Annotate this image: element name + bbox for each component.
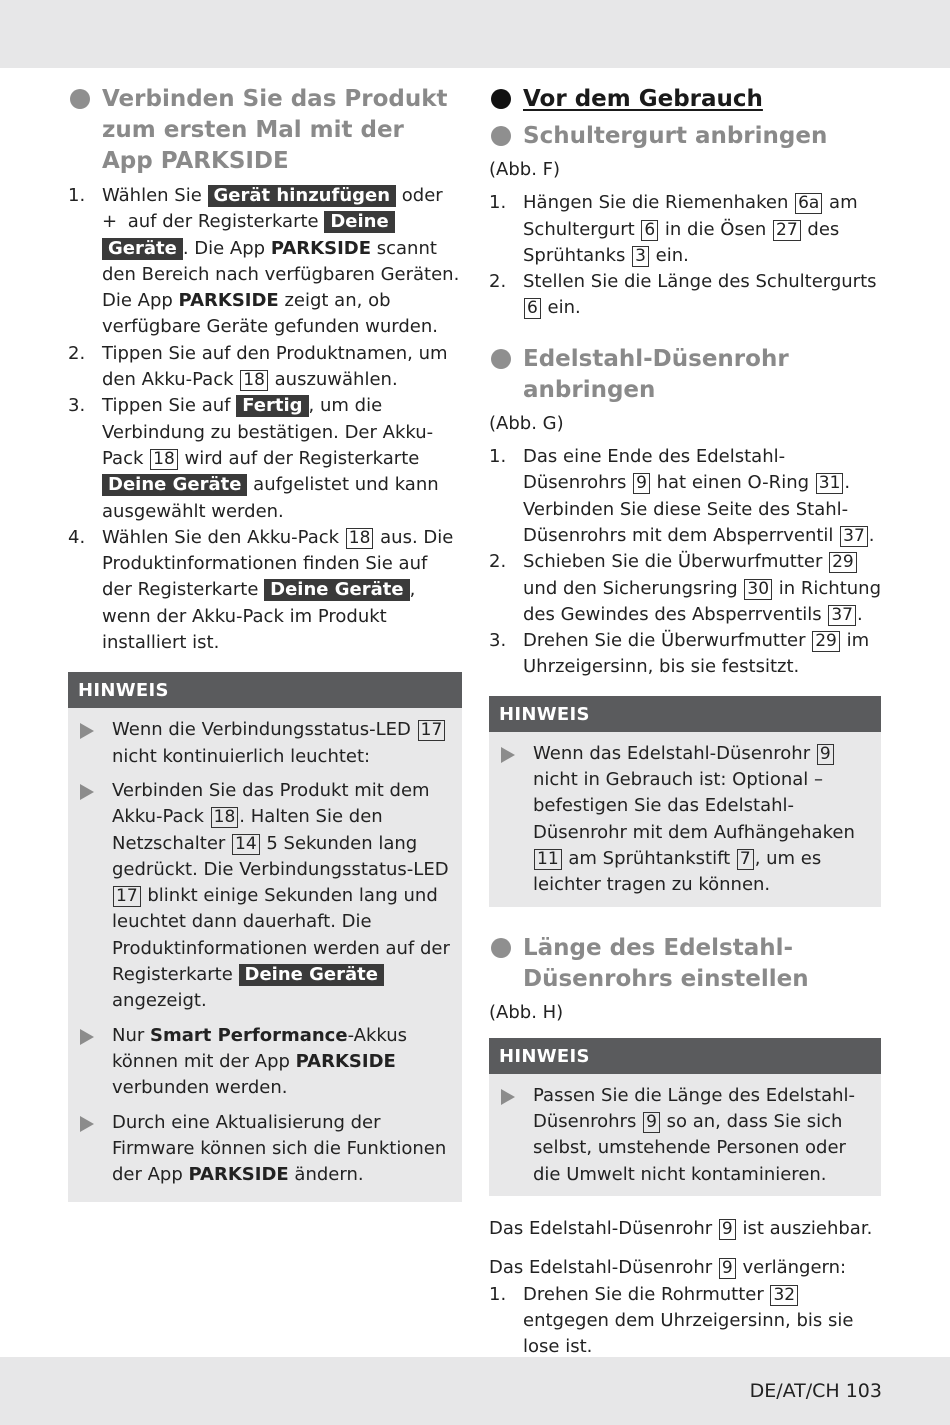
part-ref: 6a [795,193,822,214]
connect-steps-list [68,183,462,656]
figure-reference: (Abb. H) [489,1001,564,1023]
note-item: Wenn das Edelstahl-Düsenrohr 9 nicht in Gebrauch ist: Optional – befestigen Sie das Edelstahl-Düsenrohr mit dem Aufhängehaken 11 am Sprühtankstift 7 , um es leichter tragen zu können. [489,741,881,899]
list-item: 2. Tippen Sie auf den Produktnamen, um den Akku-Pack 18 auszuwählen. [68,342,448,391]
note-title: HINWEIS [489,696,881,732]
ui-label-tag: Deine Geräte [239,964,384,986]
header-band [0,0,950,68]
part-ref: 9 [633,473,650,494]
part-ref: 31 [816,473,844,494]
note-title: HINWEIS [489,1038,881,1074]
triangle-bullet-icon [501,747,515,763]
figure-reference: (Abb. G) [489,412,564,434]
note-item: Nur Smart Performance-Akkus können mit der App PARKSIDE verbunden werden. [68,1023,462,1102]
part-ref: 3 [632,246,649,267]
ui-label-tag: Fertig [236,395,308,417]
list-item: 2. Stellen Sie die Länge des Schultergurts 6 ein. [489,271,877,319]
part-ref: 18 [211,807,239,828]
list-item: 4. Wählen Sie den Akku-Pack 18 aus. Die Produktinformationen finden Sie auf der Registerkarte Deine Geräte , wenn der Akku-Pack im Produkt installiert ist. [68,526,454,654]
part-ref: 17 [418,720,446,741]
note-item: Passen Sie die Länge des Edelstahl-Düsenrohrs 9 so an, dass Sie sich selbst, umstehende Personen oder die Umwelt nicht kontaminieren. [489,1083,881,1188]
ui-label-tag: Deine [324,211,394,233]
part-ref: 7 [737,849,754,870]
part-ref: 9 [719,1219,736,1240]
note-box-length [489,1038,881,1196]
nozzle-extend-steps [489,1282,881,1361]
list-item: 3. Drehen Sie die Überwurfmutter 29 im Uhrzeigersinn, bis sie festsitzt. [489,630,870,678]
triangle-bullet-icon [80,784,94,800]
list-item: 3. Tippen Sie auf Fertig , um die Verbindung zu bestätigen. Der Akku-Pack 18 wird auf der Registerkarte Deine Geräte aufgelistet und kann ausgewählt werden. [68,395,439,522]
note-box-nozzle [489,696,881,907]
part-ref: 37 [840,526,868,547]
plus-icon: + [102,211,118,233]
list-item: 1. Hängen Sie die Riemenhaken 6a am Schultergurt 6 in die Ösen 27 des Sprühtanks 3 ein. [489,192,858,266]
list-item: 1. Drehen Sie die Rohrmutter 32 entgegen dem Uhrzeigersinn, bis sie lose ist. [489,1283,854,1358]
list-item: 1. Das eine Ende des Edelstahl-Düsenrohrs 9 hat einen O-Ring 31 . Verbinden Sie diese Seite des Stahl-Düsenrohrs mit dem Absperrventil 37 . [489,446,875,546]
part-ref: 9 [817,744,834,765]
bullet-dot-icon [491,126,511,146]
ui-label-tag: Deine Geräte [264,579,409,601]
part-ref: 6 [524,298,541,319]
section-heading-nozzle-pipe: Edelstahl-Düsenrohr anbringen [489,344,881,406]
main-heading-before-use: Vor dem Gebrauch [489,84,881,115]
section-heading-nozzle-length: Länge des Edelstahl-Düsenrohrs einstellen [489,933,881,995]
ui-label-tag: Gerät hinzufügen [208,185,397,207]
triangle-bullet-icon [80,723,94,739]
part-ref: 27 [773,220,801,241]
right-column [489,84,881,1361]
paragraph: Das Edelstahl-Düsenrohr 9 ist ausziehbar. [489,1218,873,1240]
part-ref: 9 [643,1112,660,1133]
ui-label-tag: Geräte [102,238,183,260]
part-ref: 32 [770,1285,798,1306]
shoulder-strap-steps [489,190,881,321]
section-heading-connect-app: Verbinden Sie das Produkt zum ersten Mal mit der App PARKSIDE [68,84,462,177]
triangle-bullet-icon [80,1116,94,1132]
part-ref: 30 [744,579,772,600]
triangle-bullet-icon [501,1089,515,1105]
bullet-dot-icon [491,89,511,109]
note-title: HINWEIS [68,672,462,708]
part-ref: 37 [828,605,856,626]
part-ref: 29 [812,631,840,652]
part-ref: 17 [113,886,141,907]
part-ref: 14 [232,834,260,855]
list-item: 1. Wählen Sie Gerät hinzufügen oder + auf der Registerkarte Deine Geräte . Die App PARKSIDE scannt den Bereich nach verfügbaren Geräten. Die App PARKSIDE zeigt an, ob verfügbare Geräte gefunden wurden. [68,185,460,338]
part-ref: 9 [719,1258,736,1279]
page-number: DE/AT/CH 103 [749,1380,882,1402]
triangle-bullet-icon [80,1029,94,1045]
section-heading-shoulder-strap: Schultergurt anbringen [489,121,881,152]
note-item: Durch eine Aktualisierung der Firmware können sich die Funktionen der App PARKSIDE ändern. [68,1110,462,1189]
figure-reference: (Abb. F) [489,159,561,180]
part-ref: 6 [641,220,658,241]
part-ref: 11 [534,849,562,870]
paragraph: Das Edelstahl-Düsenrohr 9 verlängern: [489,1257,847,1279]
note-item: Wenn die Verbindungsstatus-LED 17 nicht kontinuierlich leuchtet: [68,717,462,770]
bullet-dot-icon [491,938,511,958]
note-item: Verbinden Sie das Produkt mit dem Akku-Pack 18 . Halten Sie den Netzschalter 14 5 Sekunden lang gedrückt. Die Verbindungsstatus-LED 17 blinkt einige Sekunden lang und leuchtet dann dauerhaft. Die Produktinformationen werden auf der Registerkarte Deine Geräte angezeigt. [68,778,462,1015]
bullet-dot-icon [491,349,511,369]
ui-label-tag: Deine Geräte [102,474,247,496]
nozzle-pipe-steps [489,444,881,681]
bullet-dot-icon [70,89,90,109]
part-ref: 29 [829,552,857,573]
part-ref: 18 [150,449,178,470]
part-ref: 18 [346,528,374,549]
left-column [68,84,462,1202]
note-box-connection [68,672,462,1202]
list-item: 2. Schieben Sie die Überwurfmutter 29 und den Sicherungsring 30 in Richtung des Gewindes des Absperrventils 37 . [489,551,881,625]
part-ref: 18 [240,370,268,391]
